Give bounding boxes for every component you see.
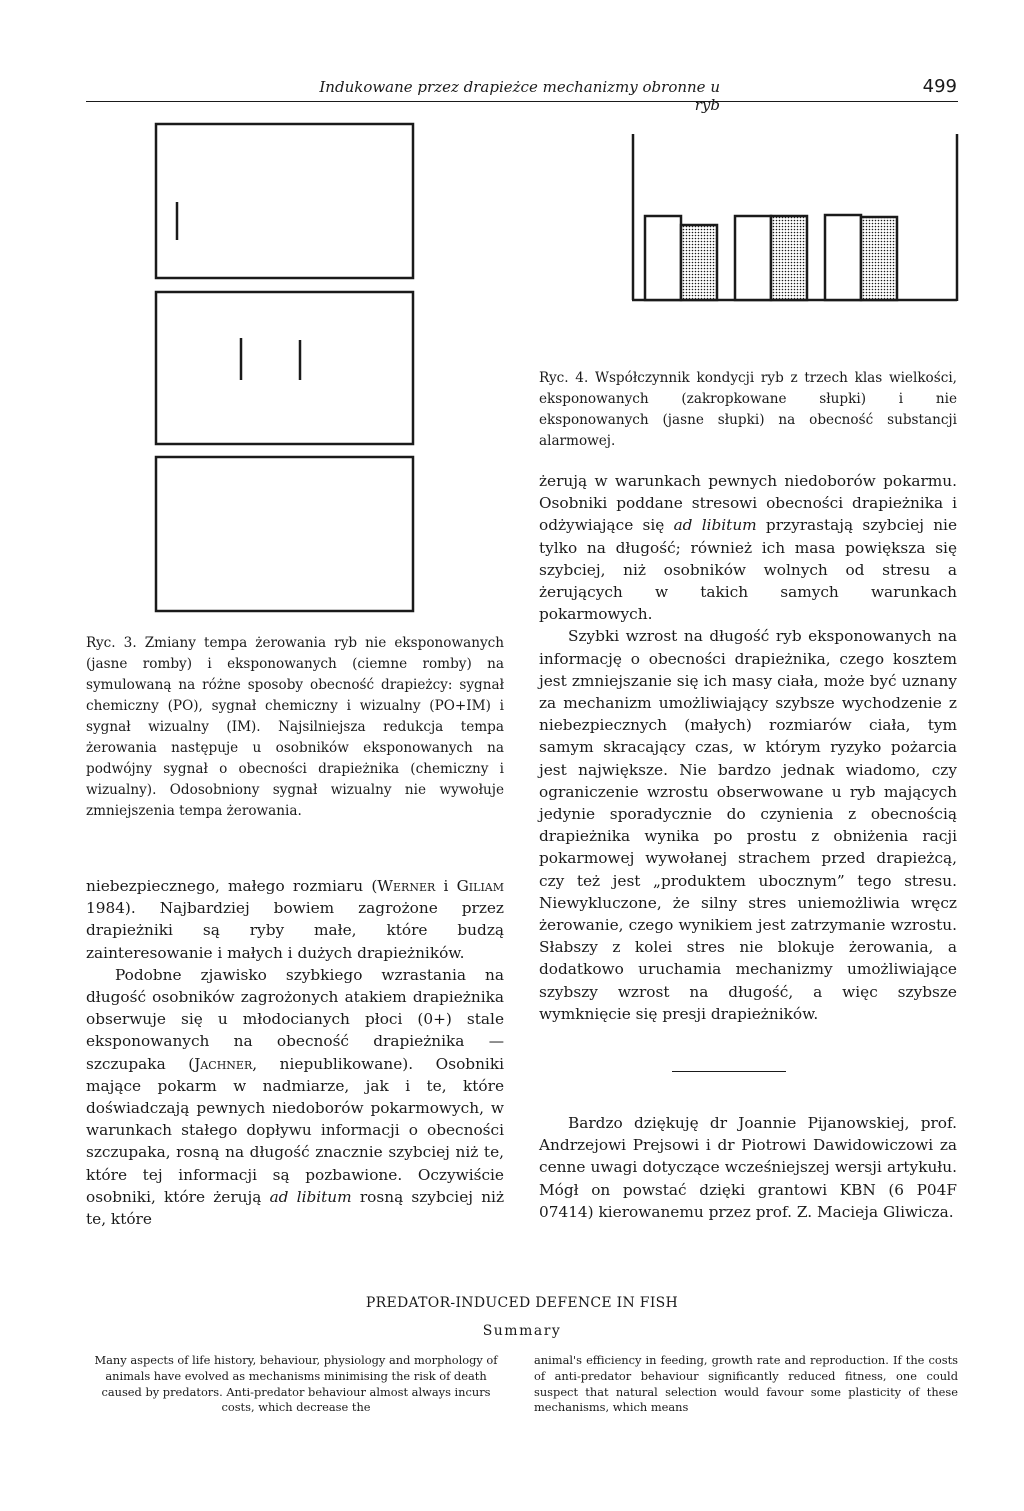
summary-col2-text: animal's efficiency in feeding, growth rate and reproduction. If the costs of anti-predator behaviour significantly reduced fitness, one could suspect that natural selection would favour some plasticity of these mechanisms, which means [534,1353,958,1415]
author-name: Giliam [456,877,504,895]
summary-col1-text: Many aspects of life history, behaviour, physiology and morphology of animals have evolved as mechanisms minimising the risk of death caused by predators. Anti-predator behaviour almost always incurs costs, which decrease the [94,1353,498,1415]
page-number: 499 [922,76,957,97]
section-separator [672,1071,786,1072]
bar-group1-dotted [681,225,717,300]
bar-group1-plain [645,216,681,300]
text-run: przyrastają szybciej nie tylko na długość; również ich masa powiększa się szybciej, niż osobników wolnych od stresu a żerujących w takich samych warunkach pokarmowych. [539,516,958,624]
author-name: Werner [377,877,436,895]
text-run: żerują w warunkach pewnych niedoborów pokarmu. Osobniki poddane stresowi obecności drapieżnika i odżywiające się [539,472,957,535]
figure-4-caption [539,368,957,452]
bar-group3-plain [825,215,861,300]
left-column-text [86,875,504,1230]
acknowledgement [539,1112,957,1223]
right-paragraph-1 [539,470,957,625]
figure-3-caption-text: Zmiany tempa żerowania ryb nie eksponowanych (jasne romby) i eksponowanych (ciemne romby) na symulowaną na różne sposoby obecność drapieżcy: sygnał chemiczny (PO), sygnał chemiczny i wizualny (PO+IM) i sygnał wizualny (IM). Najsilniejsza redukcja tempa żerowania następuje u osobników eksponowanych na podwójny sygnał o obecności drapieżnika (chemiczny i wizualny). Odosobniony sygnał wizualny nie wywołuje zmniejszenia tempa żerowania. [86,635,504,819]
figure-3-panels [150,118,420,618]
bars [645,215,897,300]
panel-po-im [156,292,413,444]
text-run: rosną szybciej niż te, które [86,1187,505,1229]
header-rule [86,101,958,102]
figure-3-label: Ryc. 3. [86,635,137,651]
summary-column-1 [86,1353,506,1416]
figure-4-label: Ryc. 4. [539,370,589,386]
figure-4-caption-text: Współczynnik kondycji ryb z trzech klas wielkości, eksponowanych (zakropkowane słupki) i nie eksponowanych (jasne słupki) na obecność substancji alarmowej. [539,370,957,449]
panel-po [156,124,413,278]
left-paragraph-1 [86,875,504,964]
text-run: niebezpiecznego, małego rozmiaru ( [86,877,378,895]
italic-term: ad libitum [269,1187,352,1206]
author-name: Jachner [194,1054,253,1073]
right-paragraph-2: Szybki wzrost na długość ryb eksponowanych na informację o obecności drapieżnika, czego kosztem jest zmniejszanie się ich masy ciała, może być uznany za mechanizm umożliwiający szybsze wychodzenie z niebezpiecznych (małych) rozmiarów ciała, tym samym skracający czas, w którym ryzyko pożarcia jest największe. Nie bardzo jednak wiadomo, czy ograniczenie wzrostu obserwowane u ryb mających jedynie sporadycznie do czynienia z obecnością drapieżnika wynika po prostu z obniżenia racji pokarmowej wywołanej strachem przed drapieżcą, czy też jest „produktem ubocznym” tego stresu. Niewykluczone, że silny stres uniemożliwia wręcz żerowanie, czego wynikiem jest zatrzymanie wzrostu. Słabszy z kolei stres nie blokuje żerowania, a dodatkowo uruchamia mechanizmy umożliwiające szybszy wzrost na długość, a więc szybsze wymknięcie się presji drapieżników. [539,627,957,1023]
summary-subtitle: Summary [482,1323,562,1339]
text-run: 1984). Najbardziej bowiem zagrożone przez drapieżniki są ryby małe, które budzą zainteresowanie i małych i dużych drapieżników. [86,899,504,962]
figure-3-caption [86,633,504,822]
left-paragraph-2 [86,964,504,1230]
bar-group3-dotted [861,217,897,300]
figure-4-bar-chart [625,120,965,315]
acknowledgement-text: Bardzo dziękuję dr Joannie Pijanowskiej, prof. Andrzejowi Prejsowi i dr Piotrowi Dawidowiczowi za cenne uwagi dotyczące wcześniejszej wersji artykułu. Mógł on powstać dzięki grantowi KBN (6 P04F 07414) kierowanemu przez prof. Z. Macieja Gliwicza. [539,1114,957,1221]
summary-title: PREDATOR-INDUCED DEFENCE IN FISH [365,1295,679,1311]
summary-column-2 [534,1353,958,1416]
panel-im [156,457,413,611]
bar-group2-dotted [771,216,807,300]
italic-term: ad libitum [673,516,757,535]
bar-group2-plain [735,216,771,300]
text-run: i [435,877,457,895]
text-run: , niepublikowane). Osobniki mające pokarm w nadmiarze, jak i te, które doświadczają pewnych niedoborów pokarmowych, w warunkach stałego dopływu informacji o obecności szczupaka, rosną na długość znacznie szybciej niż te, które tej informacji są pozbawione. Oczywiście osobniki, które żerują [86,1054,504,1206]
text-run: Podobne zjawisko szybkiego wzrastania na długość osobników zagrożonych atakiem drapieżnika obserwuje się u młodocianych płoci (0+) stale eksponowanych na obecność drapieżnika — szczupaka ( [86,965,504,1073]
running-title: Indukowane przez drapieżce mechanizmy obronne u ryb [319,78,720,114]
right-column-text [539,470,957,1025]
